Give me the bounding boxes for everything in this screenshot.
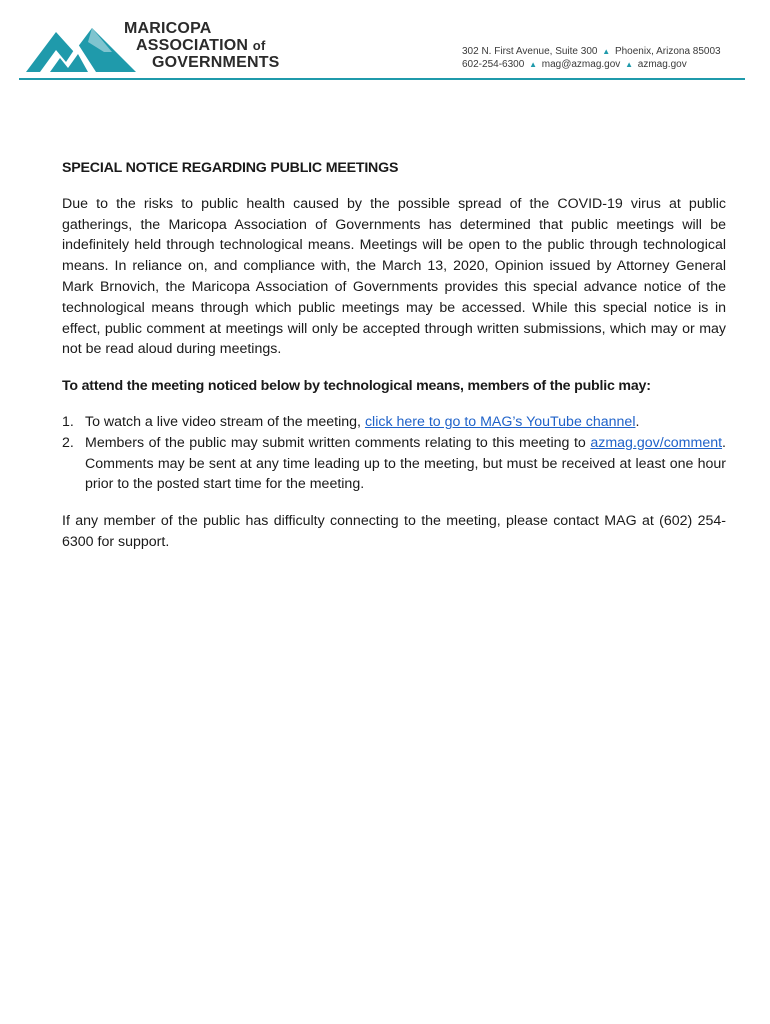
youtube-channel-link[interactable]: click here to go to MAG’s YouTube channel (364, 413, 636, 430)
address-line (462, 45, 752, 58)
contact-info (462, 45, 752, 71)
list-number: 1. (62, 413, 74, 430)
letterhead (0, 0, 770, 82)
notice-title: SPECIAL NOTICE REGARDING PUBLIC MEETINGS (62, 160, 399, 176)
closing-paragraph: If any member of the public has difficulty connecting to the meeting, please contact MAG at (602) 254-6300 for support. (62, 513, 726, 550)
header-divider (19, 78, 745, 80)
list-number: 2. (62, 434, 74, 451)
intro-paragraph: Due to the risks to public health caused by the possible spread of the COVID-19 virus at public gatherings, the Maricopa Association of Governments has determined that public meetings will be indefinitely held through technological means. Meetings will be open to the public through technological means. In reliance on, and compliance with, the March 13, 2020, Opinion issued by Attorney General Mark Brnovich, the Maricopa Association of Governments provides this special advance notice of the technological means through which public meetings may be accessed. While this special notice is in effect, public comment at meetings will only be accepted through written submissions, which may or may not be read aloud during meetings. (62, 195, 726, 358)
triangle-separator-icon: ▲ (625, 60, 633, 69)
notice-body (62, 158, 726, 569)
mountain-logo-icon (26, 22, 136, 72)
triangle-separator-icon: ▲ (602, 47, 611, 56)
mag-logo (26, 20, 326, 74)
attendance-subheading: To attend the meeting noticed below by technological means, members of the public may: (62, 378, 651, 395)
list-item: 1. To watch a live video stream of the meeting, click here to go to MAG’s YouTube channel. (62, 412, 726, 433)
phone-number: 602-254-6300 (462, 59, 525, 70)
attendance-options-list (62, 412, 726, 495)
contact-line (462, 58, 752, 71)
website: azmag.gov (637, 59, 687, 70)
org-name-line2: ASSOCIATION of (136, 37, 266, 54)
org-name-line1: MARICOPA (124, 20, 212, 37)
org-name-line3: GOVERNMENTS (152, 54, 280, 71)
triangle-separator-icon: ▲ (529, 60, 537, 69)
street-address: 302 N. First Avenue, Suite 300 (462, 46, 598, 57)
comment-link[interactable]: azmag.gov/comment (590, 434, 723, 451)
city-state-zip: Phoenix, Arizona 85003 (614, 46, 721, 57)
email-address: mag@azmag.gov (541, 59, 621, 70)
list-item: 2. Members of the public may submit written comments relating to this meeting to azmag.gov/comment. Comments may be sent at any time leading up to the meeting, but must be received at least one hour prior to the posted start time for the meeting. (62, 434, 726, 493)
